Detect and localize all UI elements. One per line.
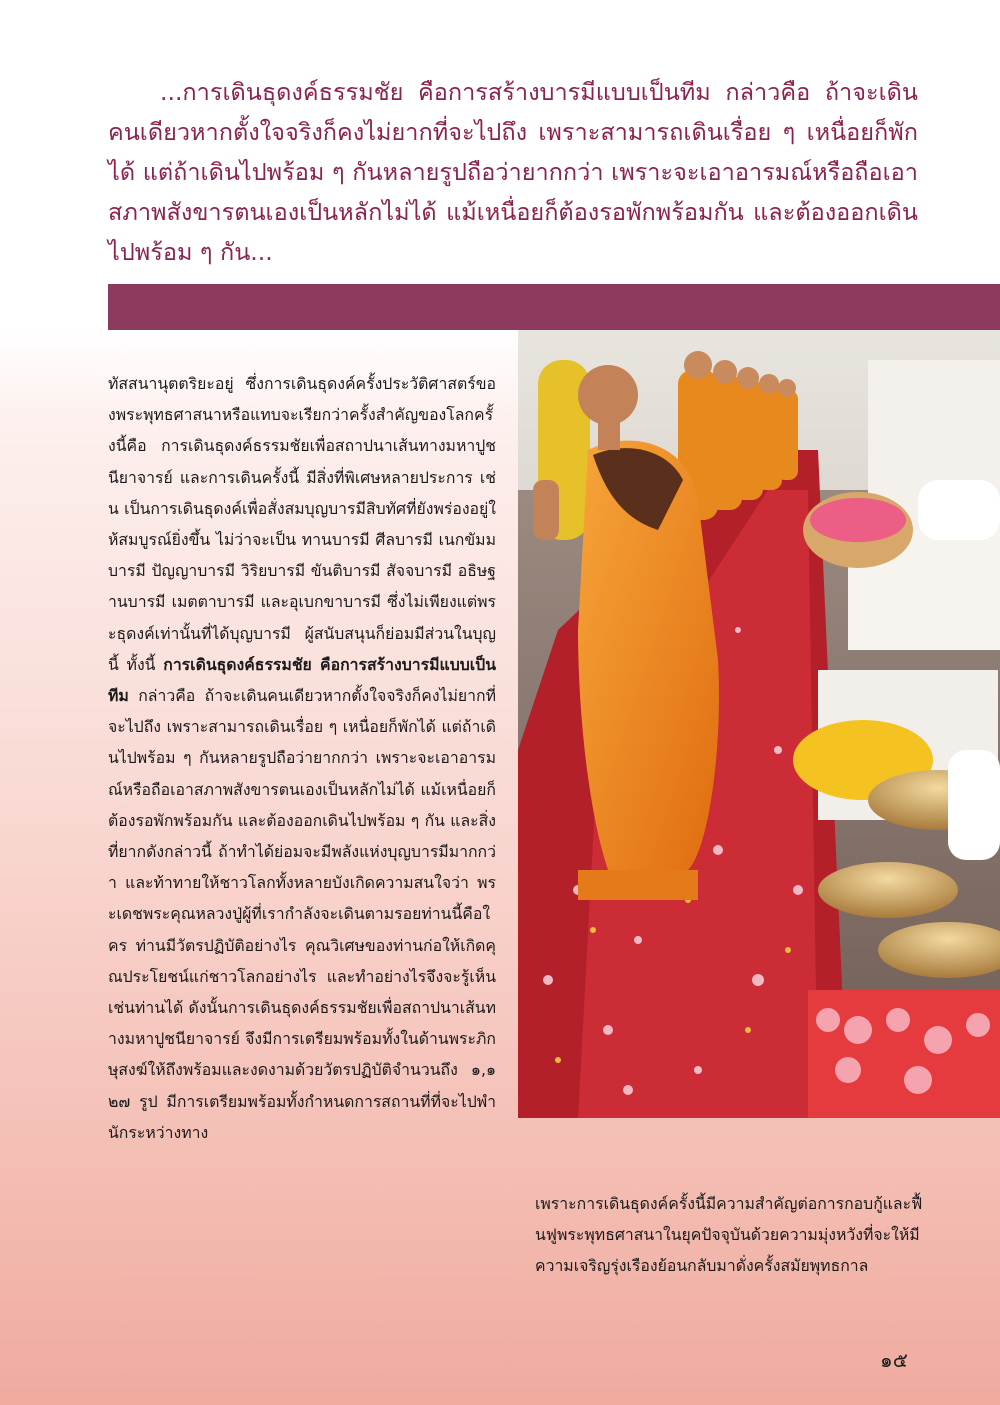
- photo-monks-walking-on-petals: [518, 330, 1000, 1118]
- body-text-bold-phrase: การเดินธุดงค์ธรรมชัย คือการสร้างบารมีแบบเป็นทีม: [108, 654, 496, 706]
- page-number: ๑๕: [880, 1348, 908, 1372]
- body-text-part-1: ทัสสนานุตตริยะอยู่ ซึ่งการเดินธุดงค์ครั้งประวัติศาสตร์ของพระพุทธศาสนาหรือแทบจะเรียกว่าครั้งสำคัญของโลกครั้งนี้คือ การเดินธุดงค์ธรรมชัยเพื่อสถาปนาเส้นทางมหาปูชนียาจารย์ และการเดินครั้งนี้ มีสิ่งที่พิเศษหลายประการ เช่น เป็นการเดินธุดงค์เพื่อสั่งสมบุญบารมีสิบทัศที่ยังพร่องอยู่ให้สมบูรณ์ยิ่งขึ้น ไม่ว่าจะเป็น ทานบารมี ศีลบารมี เนกขัมมบารมี ปัญญาบารมี วิริยบารมี ขันติบารมี สัจจบารมี อธิษฐานบารมี เมตตาบารมี และอุเบกขาบารมี ซึ่งไม่เพียงแต่พระธุดงค์เท่านั้นที่ได้บุญบารมี ผู้สนับสนุนก็ย่อมมีส่วนในบุญนี้ ทั้งนี้: [108, 374, 496, 674]
- body-text-left-column: [108, 368, 496, 1148]
- section-band: [108, 284, 1000, 330]
- body-text-right-column: เพราะการเดินธุดงค์ครั้งนี้มีความสำคัญต่อการกอบกู้และฟื้นฟูพระพุทธศาสนาในยุคปัจจุบันด้วยความมุ่งหวังที่จะให้มีความเจริญรุ่งเรืองย้อนกลับมาดั่งครั้งสมัยพุทธกาล: [535, 1194, 923, 1276]
- body-text-part-2: กล่าวคือ ถ้าจะเดินคนเดียวหากตั้งใจจริงก็คงไม่ยากที่จะไปถึง เพราะสามารถเดินเรื่อย ๆ เหนื่อยก็พักได้ แต่ถ้าเดินไปพร้อม ๆ กันหลายรูปถือว่ายากกว่า เพราะจะเอาอารมณ์หรือถือเอาสภาพสังขารตนเองเป็นหลักไม่ได้ แม้เหนื่อยก็ต้องรอพักพร้อมกัน และต้องออกเดินไปพร้อม ๆ กัน และสิ่งที่ยากดังกล่าวนี้ ถ้าทำได้ย่อมจะมีพลังแห่งบุญบารมีมากกว่า และท้าทายให้ชาวโลกทั้งหลายบังเกิดความสนใจว่า พระเดชพระคุณหลวงปู่ผู้ที่เรากำลังจะเดินตามรอยท่านนี้คือใคร ท่านมีวัตรปฏิบัติอย่างไร คุณวิเศษของท่านก่อให้เกิดคุณประโยชน์แก่ชาวโลกอย่างไร และทำอย่างไรจึงจะรู้เห็นเช่นท่านได้ ดังนั้นการเดินธุดงค์ธรรมชัยเพื่อสถาปนาเส้นทางมหาปูชนียาจารย์ จึงมีการเตรียมพร้อมทั้งในด้านพระภิกษุสงฆ์ให้ถึงพร้อมและงดงามด้วยวัตรปฏิบัติจำนวนถึง ๑,๑๒๗ รูป มีการเตรียมพร้อมทั้งกำหนดการสถานที่ที่จะไปพำนักระหว่างทาง: [108, 686, 496, 1142]
- pull-quote: ...การเดินธุดงค์ธรรมชัย คือการสร้างบารมีแบบเป็นทีม กล่าวคือ ถ้าจะเดินคนเดียวหากตั้งใจจริงก็คงไม่ยากที่จะไปถึง เพราะสามารถเดินเรื่อย ๆ เหนื่อยก็พักได้ แต่ถ้าเดินไปพร้อม ๆ กันหลายรูปถือว่ายากกว่า เพราะจะเอาอารมณ์หรือถือเอาสภาพสังขารตนเองเป็นหลักไม่ได้ แม้เหนื่อยก็ต้องรอพักพร้อมกัน และต้องออกเดินไปพร้อม ๆ กัน...: [108, 78, 918, 266]
